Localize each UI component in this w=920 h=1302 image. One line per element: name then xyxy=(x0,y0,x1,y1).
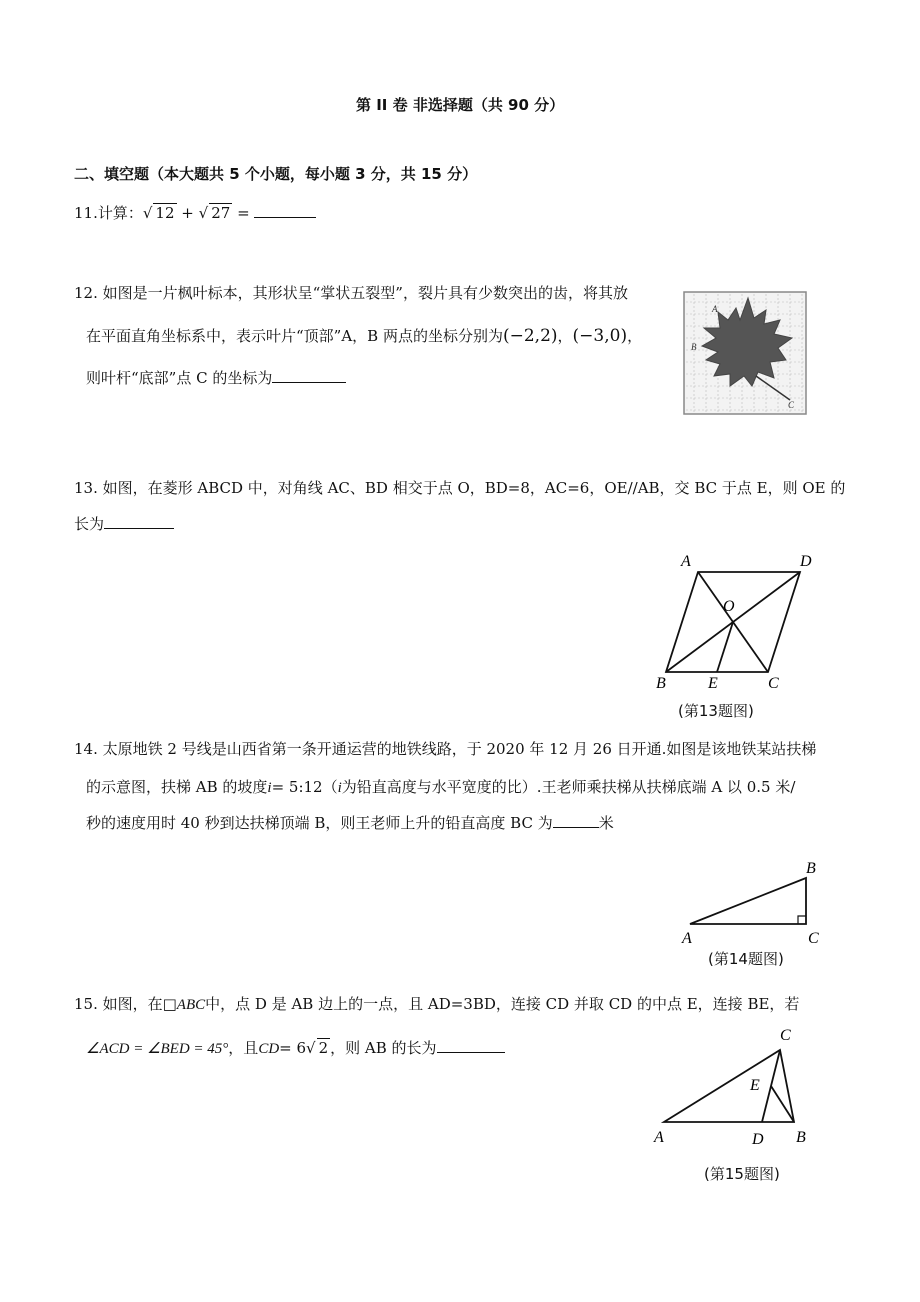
q12-answer-blank xyxy=(272,368,346,383)
q12-line-3-text: 则叶杆“底部”点 C 的坐标为 xyxy=(86,369,273,387)
q13-label-a: A xyxy=(681,553,691,570)
question-11: 11.计算：√ 12 + √ 27 = xyxy=(74,202,316,223)
q15-label-d: D xyxy=(752,1131,764,1148)
q14-label-a: A xyxy=(682,930,692,947)
q12-label-a: A xyxy=(712,304,718,314)
q15-line-1 xyxy=(74,993,799,1014)
q15-answer-blank xyxy=(437,1038,505,1053)
q14-slope-var: i xyxy=(267,780,272,796)
q12-sep: ， xyxy=(557,327,573,345)
q15-label-b: B xyxy=(796,1129,806,1146)
q15-line-1-text-b: 中，点 D 是 AB 边上的一点，且 AD=3BD，连接 CD 并取 CD 的中点 E，连接 BE，若 xyxy=(205,995,800,1013)
q15-triangle-figure xyxy=(648,1022,818,1152)
q13-line-2-text: 长为 xyxy=(74,515,105,533)
q15-line-2: ∠ACD = ∠BED = 45°，且CD= 6√ 2 ，则 AB 的长为 xyxy=(86,1037,505,1058)
q12-line-1: 12. 如图是一片枫叶标本，其形状呈“掌状五裂型”，裂片具有少数突出的齿，将其放 xyxy=(74,284,628,302)
q13-label-b: B xyxy=(656,675,666,692)
q13-rhombus-figure xyxy=(650,548,830,698)
part-title: 第 II 卷 非选择题（共 90 分） xyxy=(356,96,565,114)
q13-line-1: 13. 如图，在菱形 ABCD 中，对角线 AC、BD 相交于点 O，BD=8，AC=6，OE//AB，交 BC 于点 E，则 OE 的 xyxy=(74,479,846,497)
q15-label-e: E xyxy=(750,1077,760,1094)
q12-coord-a: (−2,2) xyxy=(502,326,558,346)
q15-line-2-text-a: ，且 xyxy=(228,1039,259,1057)
q14-line-2-text-c: 为铅直高度与水平宽度的比）.王老师乘扶梯从扶梯底端 A 以 0.5 米/ xyxy=(341,778,796,796)
q13-line-2 xyxy=(74,513,174,534)
q11-plus: + xyxy=(181,204,194,222)
q15-label-c: C xyxy=(780,1027,791,1044)
q14-triangle-shape xyxy=(690,878,806,924)
q14-unit: 米 xyxy=(598,814,614,832)
q12-coord-b: (−3,0) xyxy=(572,326,628,346)
q15-label-a: A xyxy=(654,1129,664,1146)
q14-line-2 xyxy=(86,776,795,797)
q14-line-2-text-a: 的示意图，扶梯 AB 的坡度 xyxy=(86,778,268,796)
q14-label-b: B xyxy=(806,860,816,877)
section-title: 二、填空题（本大题共 5 个小题，每小题 3 分，共 15 分） xyxy=(74,165,478,183)
q14-line-3-text: 秒的速度用时 40 秒到达扶梯顶端 B，则王老师上升的铅直高度 BC 为 xyxy=(86,814,553,832)
q11-answer-blank xyxy=(254,203,316,218)
q15-cd-value: = 6 xyxy=(279,1039,307,1057)
q14-line-1: 14. 太原地铁 2 号线是山西省第一条开通运营的地铁线路，于 2020 年 12 月 26 日开通.如图是该地铁某站扶梯 xyxy=(74,740,817,758)
q13-segment-oe xyxy=(717,622,733,672)
q15-line-1-text-a: 15. 如图，在□ xyxy=(74,995,177,1013)
q12-maple-leaf-figure xyxy=(682,290,808,416)
q11-prefix: 11.计算： xyxy=(74,204,143,222)
q11-equals: = xyxy=(237,204,250,222)
q12-line-3 xyxy=(86,367,346,388)
q15-angle-equation: ∠ACD = ∠BED = 45° xyxy=(86,1041,229,1057)
q15-cd-radicand: 2 xyxy=(318,1039,329,1057)
q15-caption: (第15题图) xyxy=(704,1165,780,1183)
q13-caption: (第13题图) xyxy=(678,702,754,720)
q14-caption: (第14题图) xyxy=(708,950,784,968)
q12-label-b: B xyxy=(691,342,697,352)
q11-radicand-2: 27 xyxy=(211,204,231,222)
q13-label-o: O xyxy=(723,598,735,615)
q13-label-c: C xyxy=(768,675,779,692)
q12-label-c: C xyxy=(788,400,795,410)
q13-label-d: D xyxy=(800,553,812,570)
q13-label-e: E xyxy=(708,675,718,692)
q14-slope-value: = 5:12 xyxy=(271,778,323,796)
q14-answer-blank xyxy=(553,813,599,828)
q14-line-2-paren: （ xyxy=(322,778,338,796)
q12-end: ， xyxy=(627,327,643,345)
q14-line-3 xyxy=(86,812,614,833)
q14-right-angle-mark xyxy=(798,916,806,924)
q13-answer-blank xyxy=(104,514,174,529)
q14-escalator-figure xyxy=(676,856,826,948)
q12-line-2-text: 在平面直角坐标系中，表示叶片“顶部”A，B 两点的坐标分别为 xyxy=(86,327,503,345)
q15-triangle-name: ABC xyxy=(176,997,206,1013)
q11-radicand-1: 12 xyxy=(155,204,175,222)
q12-line-2 xyxy=(86,325,642,346)
q14-label-c: C xyxy=(808,930,819,947)
q15-triangle-shape xyxy=(664,1050,794,1122)
q15-line-2-text-b: ，则 AB 的长为 xyxy=(330,1039,437,1057)
q14-line-2-var: i xyxy=(337,780,342,796)
q15-cd: CD xyxy=(258,1041,280,1057)
